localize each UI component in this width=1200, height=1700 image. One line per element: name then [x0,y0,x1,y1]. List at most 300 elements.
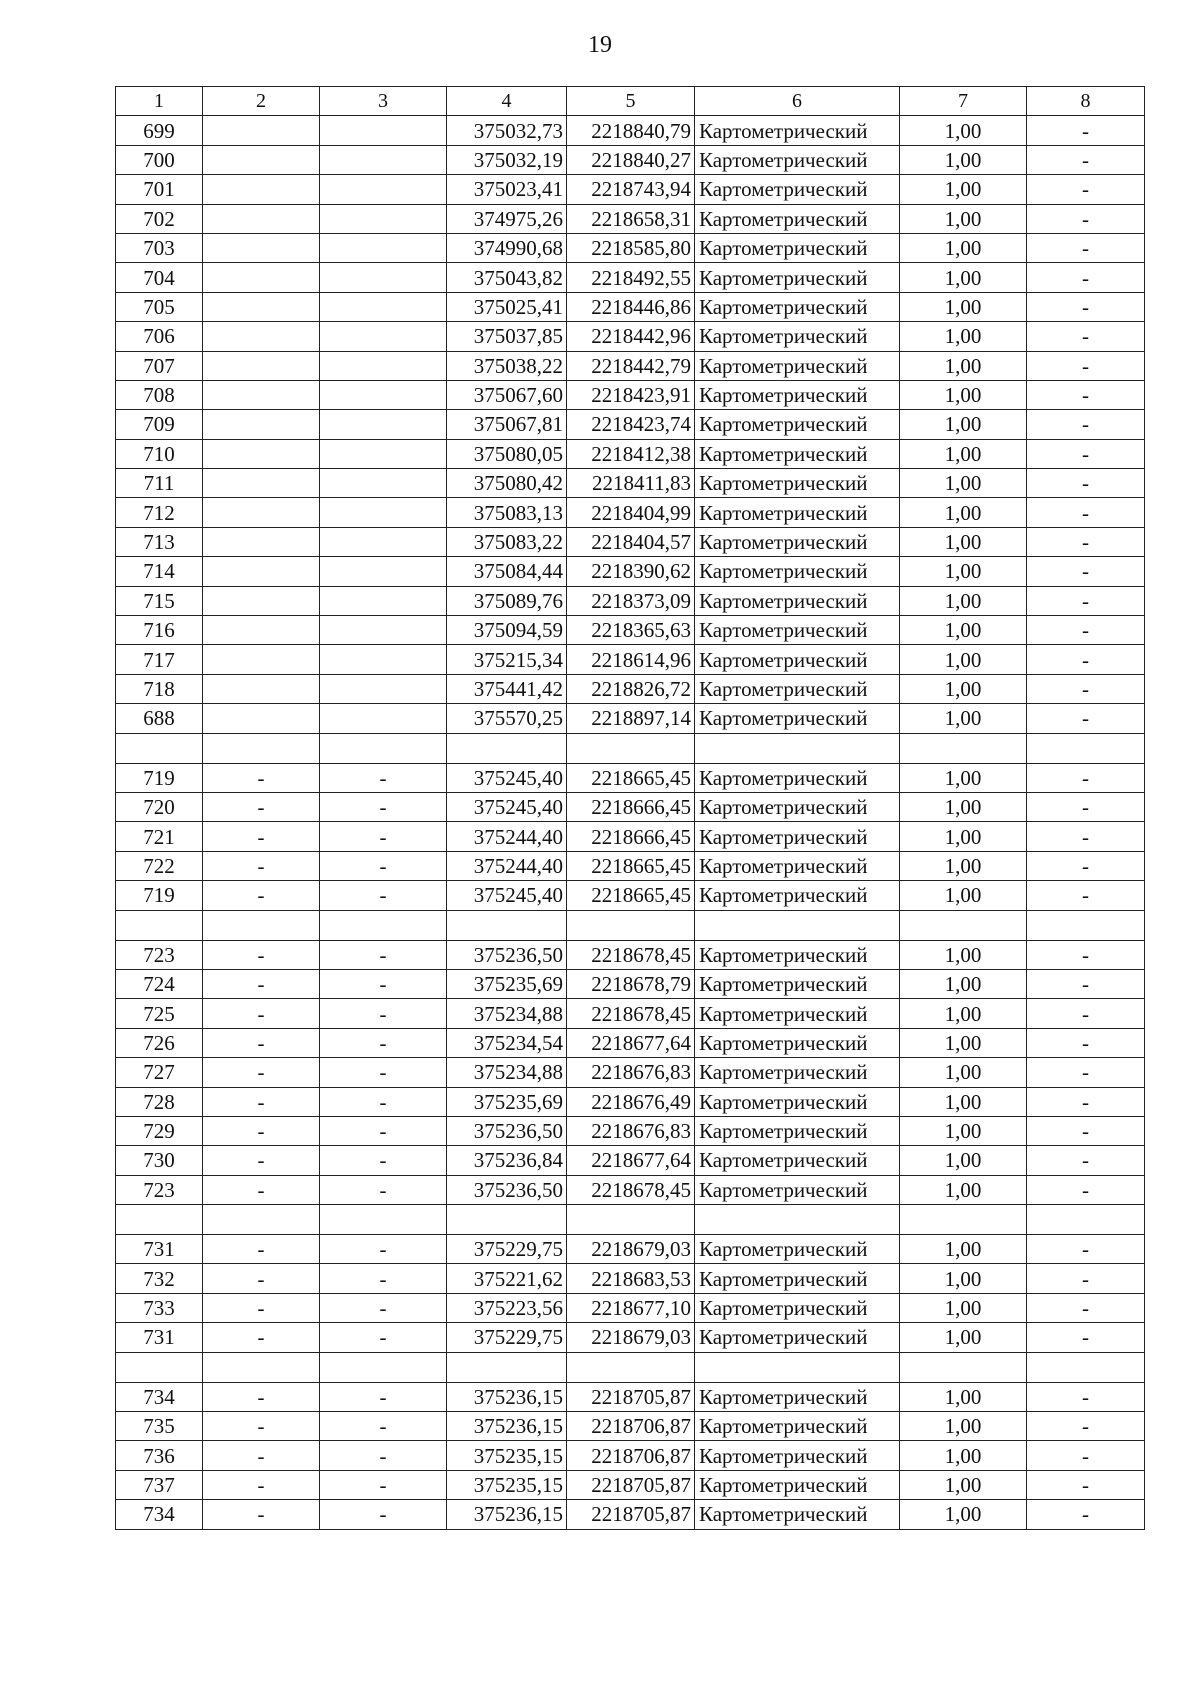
col-8-value: - [1027,822,1145,851]
y-coordinate: 2218373,09 [567,586,695,615]
table-row [116,969,1145,998]
point-number: 734 [116,1382,203,1411]
col-2-value: - [203,1175,320,1204]
x-coordinate: 375234,54 [447,1028,567,1057]
col-2-value: - [203,1264,320,1293]
col-3-value [320,1352,447,1382]
method: Картометрический [695,439,900,468]
col-2-value [203,733,320,763]
y-coordinate: 2218677,64 [567,1028,695,1057]
accuracy: 1,00 [900,233,1027,262]
point-number: 705 [116,292,203,321]
col-3-value [320,292,447,321]
table-row [116,1412,1145,1441]
x-coordinate [447,1352,567,1382]
accuracy: 1,00 [900,292,1027,321]
point-number: 713 [116,527,203,556]
point-number: 719 [116,881,203,910]
col-8-value: - [1027,1116,1145,1145]
table-row [116,204,1145,233]
table-header-row [116,87,1145,116]
point-number: 703 [116,233,203,262]
col-2-value: - [203,1293,320,1322]
col-3-value [320,645,447,674]
table-row [116,763,1145,792]
table-row [116,1382,1145,1411]
col-3-value: - [320,763,447,792]
col-3-value [320,616,447,645]
col-3-value: - [320,851,447,880]
col-2-value [203,233,320,262]
point-number: 734 [116,1500,203,1529]
y-coordinate: 2218705,87 [567,1382,695,1411]
col-2-value [203,586,320,615]
x-coordinate: 375236,50 [447,1116,567,1145]
col-2-value: - [203,851,320,880]
col-8-value [1027,910,1145,940]
x-coordinate: 375038,22 [447,351,567,380]
point-number: 717 [116,645,203,674]
x-coordinate: 375570,25 [447,704,567,733]
column-header-8: 8 [1027,87,1145,116]
col-8-value: - [1027,263,1145,292]
table-separator-row [116,1205,1145,1235]
col-8-value: - [1027,351,1145,380]
col-3-value [320,439,447,468]
method [695,1205,900,1235]
point-number: 733 [116,1293,203,1322]
point-number: 709 [116,410,203,439]
col-2-value [203,616,320,645]
col-8-value: - [1027,1412,1145,1441]
col-2-value [203,439,320,468]
accuracy: 1,00 [900,792,1027,821]
accuracy: 1,00 [900,439,1027,468]
table-row [116,380,1145,409]
x-coordinate: 375043,82 [447,263,567,292]
method: Картометрический [695,616,900,645]
method: Картометрический [695,940,900,969]
method: Картометрический [695,1382,900,1411]
col-3-value: - [320,940,447,969]
col-2-value [203,410,320,439]
y-coordinate: 2218614,96 [567,645,695,674]
y-coordinate: 2218705,87 [567,1500,695,1529]
table-row [116,1087,1145,1116]
col-8-value: - [1027,616,1145,645]
col-2-value: - [203,1116,320,1145]
accuracy: 1,00 [900,1441,1027,1470]
x-coordinate: 375236,50 [447,1175,567,1204]
accuracy: 1,00 [900,351,1027,380]
point-number: 720 [116,792,203,821]
table-row [116,439,1145,468]
col-3-value [320,557,447,586]
method: Картометрический [695,204,900,233]
col-2-value [203,527,320,556]
point-number: 708 [116,380,203,409]
table-row [116,1116,1145,1145]
col-3-value: - [320,1264,447,1293]
point-number: 735 [116,1412,203,1441]
col-2-value [203,704,320,733]
col-8-value: - [1027,1500,1145,1529]
accuracy [900,1205,1027,1235]
x-coordinate: 375234,88 [447,1058,567,1087]
column-header-4: 4 [447,87,567,116]
point-number: 711 [116,469,203,498]
col-3-value: - [320,1028,447,1057]
col-8-value: - [1027,1058,1145,1087]
col-3-value [320,586,447,615]
col-3-value: - [320,1235,447,1264]
x-coordinate: 375083,22 [447,527,567,556]
col-2-value: - [203,1441,320,1470]
col-3-value: - [320,999,447,1028]
table-separator-row [116,910,1145,940]
col-3-value: - [320,1323,447,1352]
col-8-value [1027,733,1145,763]
y-coordinate [567,1205,695,1235]
y-coordinate: 2218683,53 [567,1264,695,1293]
accuracy: 1,00 [900,704,1027,733]
y-coordinate: 2218423,91 [567,380,695,409]
col-3-value: - [320,792,447,821]
col-8-value: - [1027,498,1145,527]
col-2-value: - [203,1412,320,1441]
method: Картометрический [695,322,900,351]
method [695,1352,900,1382]
accuracy: 1,00 [900,616,1027,645]
col-8-value: - [1027,1323,1145,1352]
point-number: 730 [116,1146,203,1175]
method: Картометрический [695,792,900,821]
col-3-value: - [320,1116,447,1145]
method: Картометрический [695,527,900,556]
table-row [116,557,1145,586]
col-3-value: - [320,1058,447,1087]
point-number: 700 [116,145,203,174]
y-coordinate: 2218492,55 [567,263,695,292]
x-coordinate: 375229,75 [447,1235,567,1264]
col-8-value: - [1027,557,1145,586]
col-8-value: - [1027,1382,1145,1411]
col-8-value: - [1027,175,1145,204]
col-2-value [203,204,320,233]
table-row [116,233,1145,262]
x-coordinate: 375441,42 [447,674,567,703]
y-coordinate [567,1352,695,1382]
x-coordinate: 375244,40 [447,851,567,880]
point-number: 727 [116,1058,203,1087]
point-number: 701 [116,175,203,204]
y-coordinate: 2218446,86 [567,292,695,321]
x-coordinate: 375094,59 [447,616,567,645]
col-2-value [203,1352,320,1382]
y-coordinate [567,910,695,940]
point-number: 721 [116,822,203,851]
x-coordinate: 375235,15 [447,1470,567,1499]
col-3-value [320,469,447,498]
accuracy: 1,00 [900,263,1027,292]
table-row [116,1500,1145,1529]
method: Картометрический [695,1175,900,1204]
x-coordinate: 375067,60 [447,380,567,409]
x-coordinate: 375037,85 [447,322,567,351]
col-3-value [320,380,447,409]
col-2-value: - [203,1470,320,1499]
accuracy: 1,00 [900,1028,1027,1057]
col-2-value [203,145,320,174]
col-2-value [203,557,320,586]
table-row [116,1441,1145,1470]
coordinates-table [115,86,1145,1530]
col-3-value [320,145,447,174]
col-2-value [203,645,320,674]
col-8-value: - [1027,1175,1145,1204]
col-3-value [320,910,447,940]
method: Картометрический [695,145,900,174]
col-8-value: - [1027,586,1145,615]
y-coordinate: 2218390,62 [567,557,695,586]
accuracy: 1,00 [900,969,1027,998]
col-3-value: - [320,1293,447,1322]
point-number: 714 [116,557,203,586]
method: Картометрический [695,380,900,409]
table-row [116,1146,1145,1175]
table-row [116,586,1145,615]
col-8-value: - [1027,674,1145,703]
y-coordinate: 2218679,03 [567,1323,695,1352]
table-row [116,1323,1145,1352]
method [695,910,900,940]
accuracy: 1,00 [900,145,1027,174]
x-coordinate: 375084,44 [447,557,567,586]
accuracy: 1,00 [900,1175,1027,1204]
col-3-value [320,674,447,703]
accuracy: 1,00 [900,586,1027,615]
y-coordinate: 2218658,31 [567,204,695,233]
col-2-value: - [203,822,320,851]
method: Картометрический [695,851,900,880]
method: Картометрический [695,763,900,792]
point-number [116,910,203,940]
col-2-value: - [203,1323,320,1352]
x-coordinate: 375080,42 [447,469,567,498]
y-coordinate: 2218826,72 [567,674,695,703]
method: Картометрический [695,1293,900,1322]
y-coordinate: 2218585,80 [567,233,695,262]
x-coordinate: 375023,41 [447,175,567,204]
y-coordinate: 2218743,94 [567,175,695,204]
col-2-value [203,263,320,292]
accuracy: 1,00 [900,469,1027,498]
table-row [116,351,1145,380]
method: Картометрический [695,175,900,204]
method: Картометрический [695,645,900,674]
col-8-value: - [1027,851,1145,880]
col-2-value: - [203,792,320,821]
column-header-2: 2 [203,87,320,116]
col-2-value [203,469,320,498]
accuracy: 1,00 [900,1323,1027,1352]
x-coordinate: 375223,56 [447,1293,567,1322]
col-8-value: - [1027,1264,1145,1293]
col-2-value: - [203,999,320,1028]
y-coordinate: 2218678,45 [567,1175,695,1204]
col-8-value: - [1027,233,1145,262]
column-header-7: 7 [900,87,1027,116]
method: Картометрический [695,704,900,733]
col-8-value: - [1027,645,1145,674]
x-coordinate: 375089,76 [447,586,567,615]
table-row [116,1175,1145,1204]
table-row [116,116,1145,145]
x-coordinate [447,733,567,763]
x-coordinate: 375245,40 [447,763,567,792]
method: Картометрический [695,292,900,321]
table-body [116,87,1145,1530]
method: Картометрический [695,881,900,910]
table-row [116,263,1145,292]
table-row [116,322,1145,351]
y-coordinate: 2218666,45 [567,792,695,821]
col-3-value [320,233,447,262]
y-coordinate: 2218404,99 [567,498,695,527]
col-3-value [320,263,447,292]
col-8-value: - [1027,999,1145,1028]
x-coordinate: 375032,19 [447,145,567,174]
table-row [116,1235,1145,1264]
x-coordinate: 375032,73 [447,116,567,145]
y-coordinate: 2218665,45 [567,881,695,910]
table-separator-row [116,1352,1145,1382]
col-8-value: - [1027,1470,1145,1499]
table-row [116,881,1145,910]
method: Картометрический [695,1500,900,1529]
column-header-3: 3 [320,87,447,116]
table-row [116,851,1145,880]
y-coordinate: 2218365,63 [567,616,695,645]
col-2-value: - [203,1146,320,1175]
table-row [116,292,1145,321]
method: Картометрический [695,1058,900,1087]
accuracy [900,910,1027,940]
y-coordinate: 2218677,64 [567,1146,695,1175]
accuracy: 1,00 [900,1264,1027,1293]
accuracy: 1,00 [900,881,1027,910]
accuracy: 1,00 [900,674,1027,703]
y-coordinate: 2218676,49 [567,1087,695,1116]
point-number [116,733,203,763]
point-number [116,1205,203,1235]
x-coordinate: 375234,88 [447,999,567,1028]
point-number: 736 [116,1441,203,1470]
y-coordinate: 2218897,14 [567,704,695,733]
method: Картометрический [695,498,900,527]
col-2-value: - [203,1058,320,1087]
x-coordinate: 375235,69 [447,1087,567,1116]
col-8-value: - [1027,1441,1145,1470]
table-row [116,1293,1145,1322]
x-coordinate: 375236,50 [447,940,567,969]
y-coordinate: 2218840,79 [567,116,695,145]
x-coordinate: 375235,15 [447,1441,567,1470]
table-row [116,469,1145,498]
point-number: 715 [116,586,203,615]
x-coordinate: 375025,41 [447,292,567,321]
y-coordinate: 2218678,45 [567,999,695,1028]
table-row [116,1470,1145,1499]
col-2-value: - [203,1087,320,1116]
point-number: 702 [116,204,203,233]
col-2-value [203,292,320,321]
y-coordinate: 2218678,45 [567,940,695,969]
table-row [116,999,1145,1028]
method: Картометрический [695,410,900,439]
accuracy [900,1352,1027,1382]
col-3-value: - [320,1087,447,1116]
x-coordinate: 375067,81 [447,410,567,439]
table-row [116,822,1145,851]
x-coordinate: 374990,68 [447,233,567,262]
col-3-value [320,527,447,556]
method: Картометрический [695,1146,900,1175]
x-coordinate [447,1205,567,1235]
col-3-value [320,322,447,351]
point-number: 724 [116,969,203,998]
col-2-value: - [203,1382,320,1411]
y-coordinate: 2218404,57 [567,527,695,556]
y-coordinate: 2218412,38 [567,439,695,468]
y-coordinate: 2218676,83 [567,1116,695,1145]
x-coordinate [447,910,567,940]
y-coordinate [567,733,695,763]
method: Картометрический [695,1441,900,1470]
accuracy: 1,00 [900,1087,1027,1116]
col-2-value [203,910,320,940]
point-number: 704 [116,263,203,292]
y-coordinate: 2218677,10 [567,1293,695,1322]
accuracy: 1,00 [900,527,1027,556]
accuracy: 1,00 [900,1116,1027,1145]
col-2-value [203,1205,320,1235]
y-coordinate: 2218840,27 [567,145,695,174]
col-2-value [203,351,320,380]
accuracy: 1,00 [900,940,1027,969]
accuracy: 1,00 [900,380,1027,409]
y-coordinate: 2218665,45 [567,763,695,792]
y-coordinate: 2218706,87 [567,1441,695,1470]
x-coordinate: 375236,84 [447,1146,567,1175]
point-number: 722 [116,851,203,880]
table-row [116,645,1145,674]
column-header-6: 6 [695,87,900,116]
col-3-value: - [320,1412,447,1441]
y-coordinate: 2218423,74 [567,410,695,439]
y-coordinate: 2218705,87 [567,1470,695,1499]
accuracy: 1,00 [900,1235,1027,1264]
col-3-value [320,733,447,763]
y-coordinate: 2218678,79 [567,969,695,998]
method: Картометрический [695,1264,900,1293]
col-8-value: - [1027,1235,1145,1264]
accuracy: 1,00 [900,763,1027,792]
method: Картометрический [695,969,900,998]
col-8-value: - [1027,1087,1145,1116]
accuracy: 1,00 [900,1412,1027,1441]
table-row [116,145,1145,174]
